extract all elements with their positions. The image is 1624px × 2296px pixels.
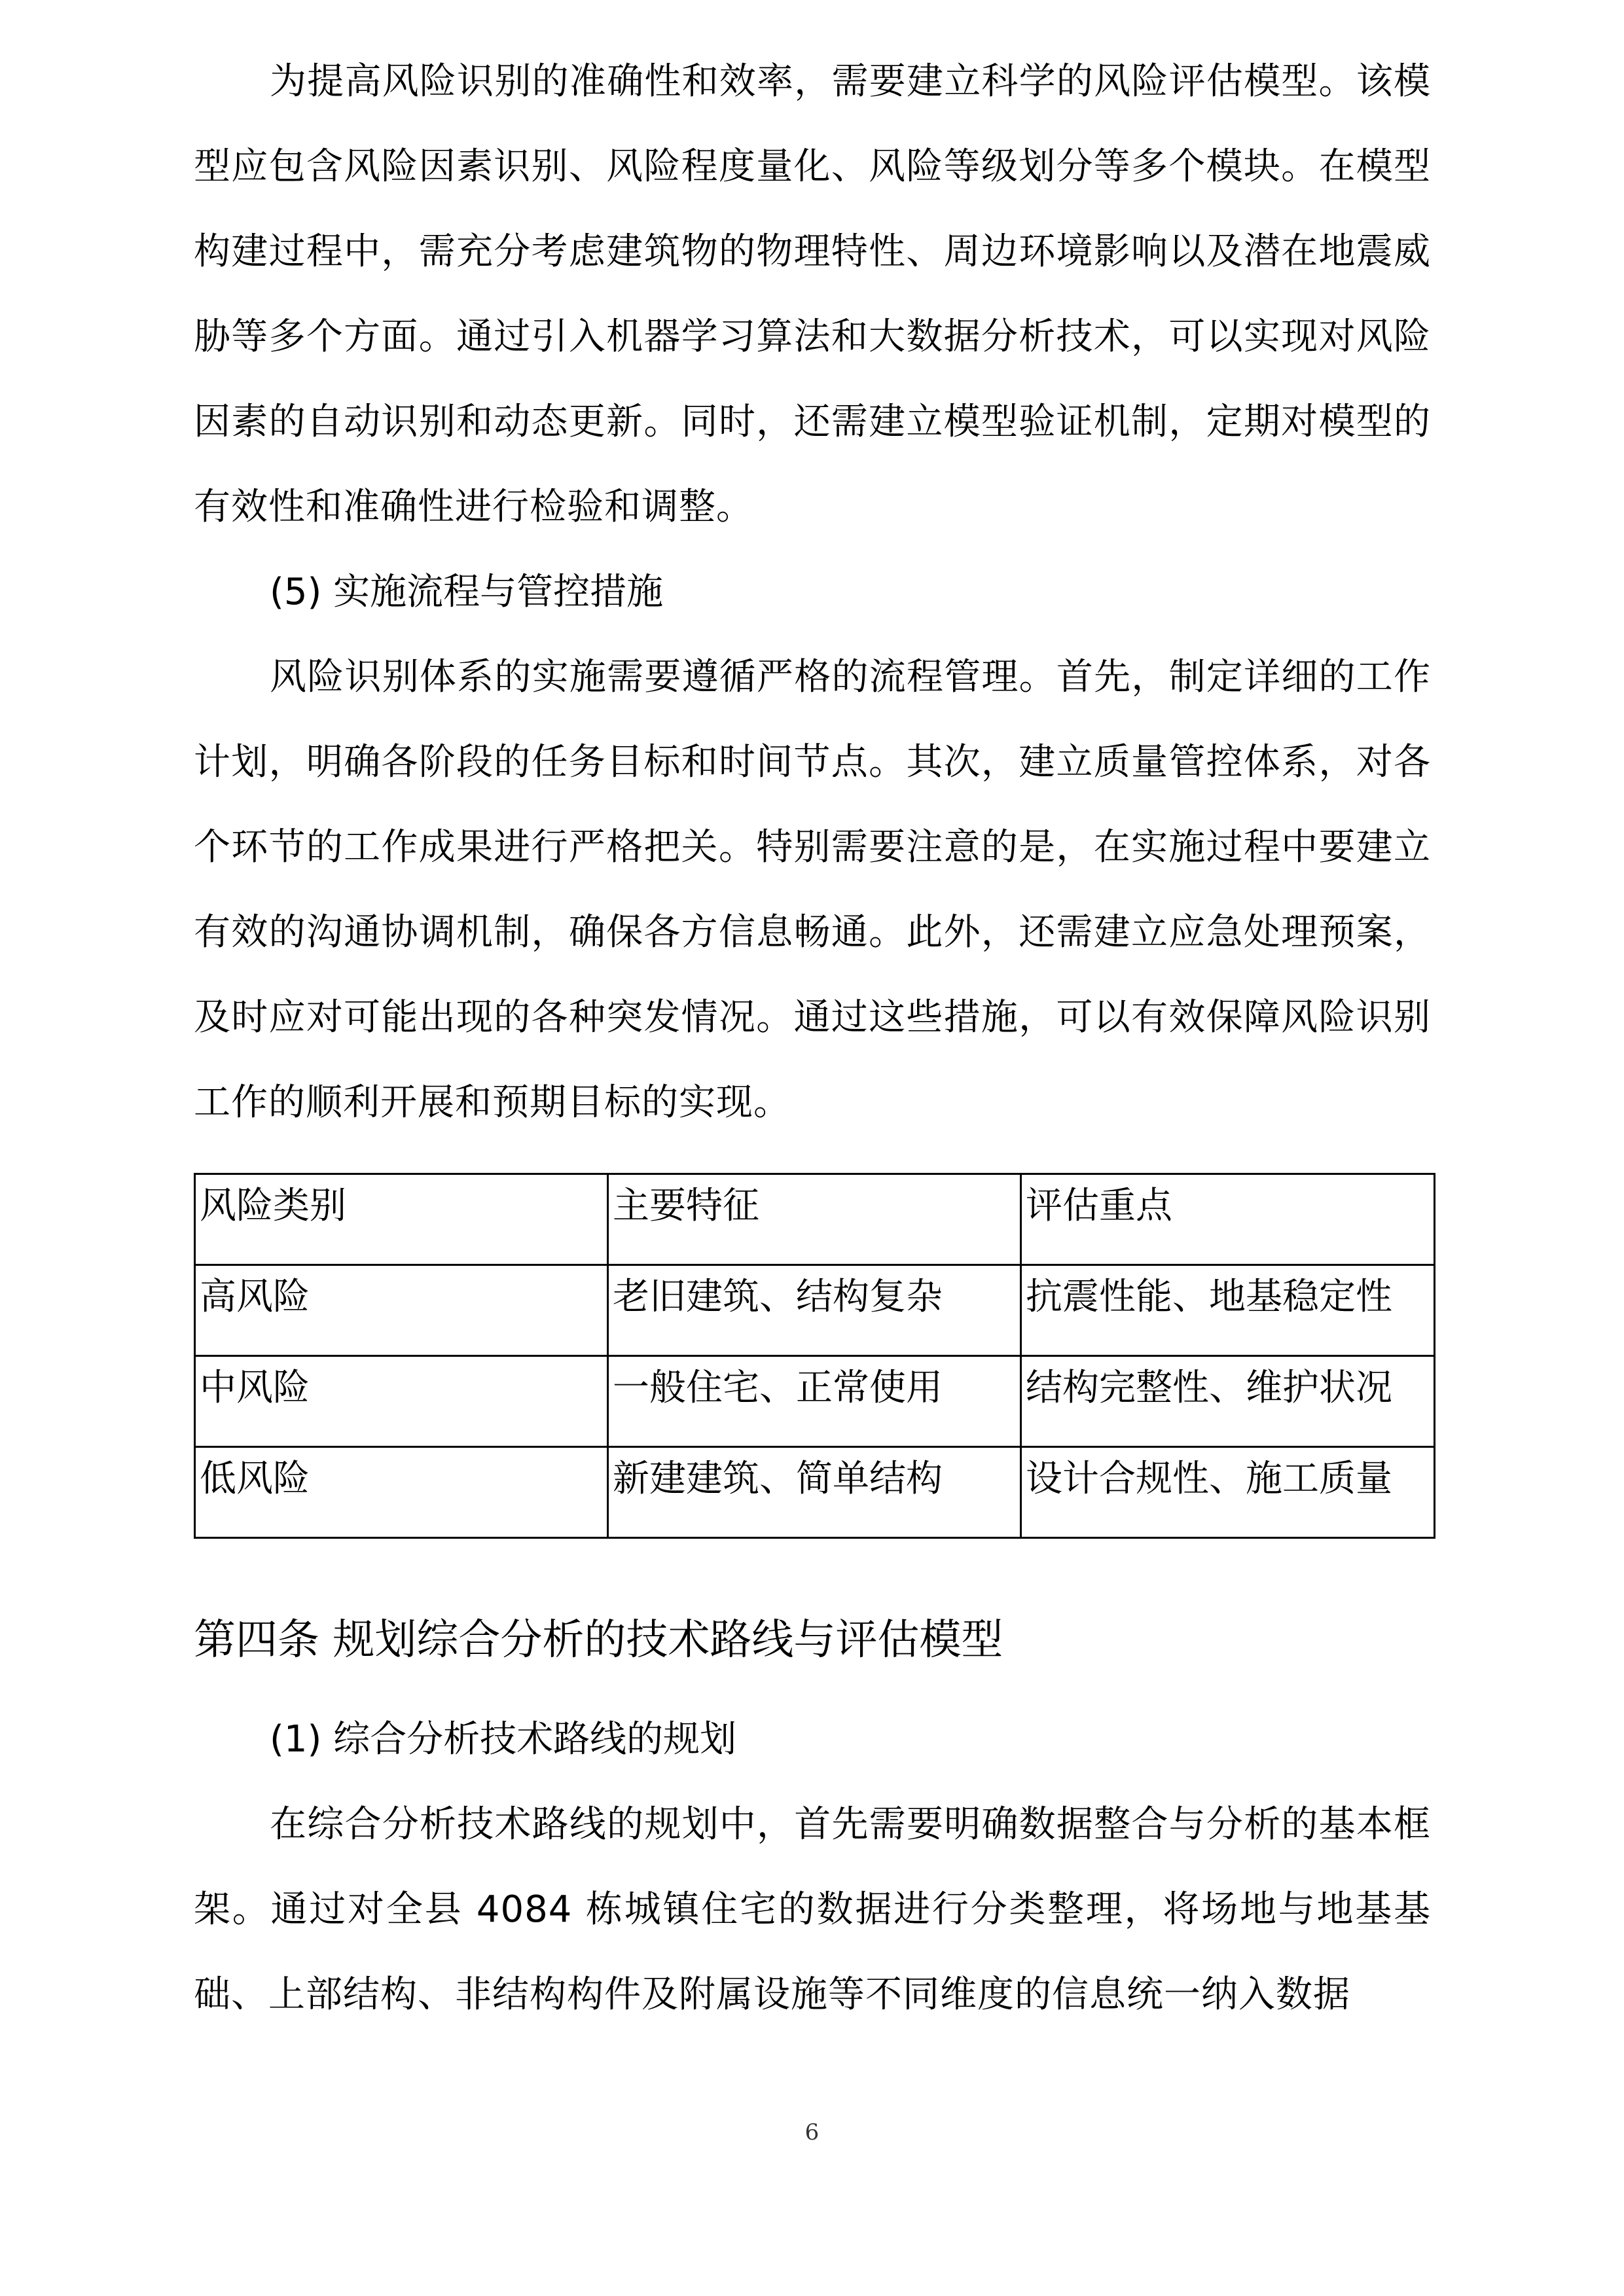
table-header-cell: 风险类别 xyxy=(195,1174,608,1265)
risk-category-table xyxy=(194,1173,1435,1539)
paragraph-technical-route: 在综合分析技术路线的规划中，首先需要明确数据整合与分析的基本框架。通过对全县 4084 栋城镇住宅的数据进行分类整理，将场地与地基基础、上部结构、非结构构件及附属设施等不同维度的信息统一纳入数据 xyxy=(194,1803,1431,2016)
table-header-cell: 评估重点 xyxy=(1021,1174,1435,1265)
table-cell: 结构完整性、维护状况 xyxy=(1021,1356,1435,1447)
page-number: 6 xyxy=(804,2119,820,2145)
table-cell: 老旧建筑、结构复杂 xyxy=(608,1265,1021,1356)
table-cell: 中风险 xyxy=(195,1356,608,1447)
table-row xyxy=(195,1265,1435,1356)
paragraph-implementation: 风险识别体系的实施需要遵循严格的流程管理。首先，制定详细的工作计划，明确各阶段的任务目标和时间节点。其次，建立质量管控体系，对各个环节的工作成果进行严格把关。特别需要注意的是，在实施过程中要建立有效的沟通协调机制，确保各方信息畅通。此外，还需建立应急处理预案，及时应对可能出现的各种突发情况。通过这些措施，可以有效保障风险识别工作的顺利开展和预期目标的实现。 xyxy=(194,656,1431,1124)
subheading-technical-route: (1) 综合分析技术路线的规划 xyxy=(270,1718,737,1761)
paragraph-risk-model: 为提高风险识别的准确性和效率，需要建立科学的风险评估模型。该模型应包含风险因素识别、风险程度量化、风险等级划分等多个模块。在模型构建过程中，需充分考虑建筑物的物理特性、周边环境影响以及潜在地震威胁等多个方面。通过引入机器学习算法和大数据分析技术，可以实现对风险因素的自动识别和动态更新。同时，还需建立模型验证机制，定期对模型的有效性和准确性进行检验和调整。 xyxy=(194,60,1431,528)
document-page xyxy=(194,39,1431,2037)
table-header-cell: 主要特征 xyxy=(608,1174,1021,1265)
table-cell: 新建建筑、简单结构 xyxy=(608,1447,1021,1538)
article-heading: 第四条 规划综合分析的技术路线与评估模型 xyxy=(194,1616,1003,1664)
table-row xyxy=(195,1356,1435,1447)
subheading-implementation: (5) 实施流程与管控措施 xyxy=(270,571,664,613)
table-cell: 一般住宅、正常使用 xyxy=(608,1356,1021,1447)
table-cell: 低风险 xyxy=(195,1447,608,1538)
table-cell: 高风险 xyxy=(195,1265,608,1356)
table-row xyxy=(195,1447,1435,1538)
table-header-row xyxy=(195,1174,1435,1265)
table-cell: 抗震性能、地基稳定性 xyxy=(1021,1265,1435,1356)
table-cell: 设计合规性、施工质量 xyxy=(1021,1447,1435,1538)
